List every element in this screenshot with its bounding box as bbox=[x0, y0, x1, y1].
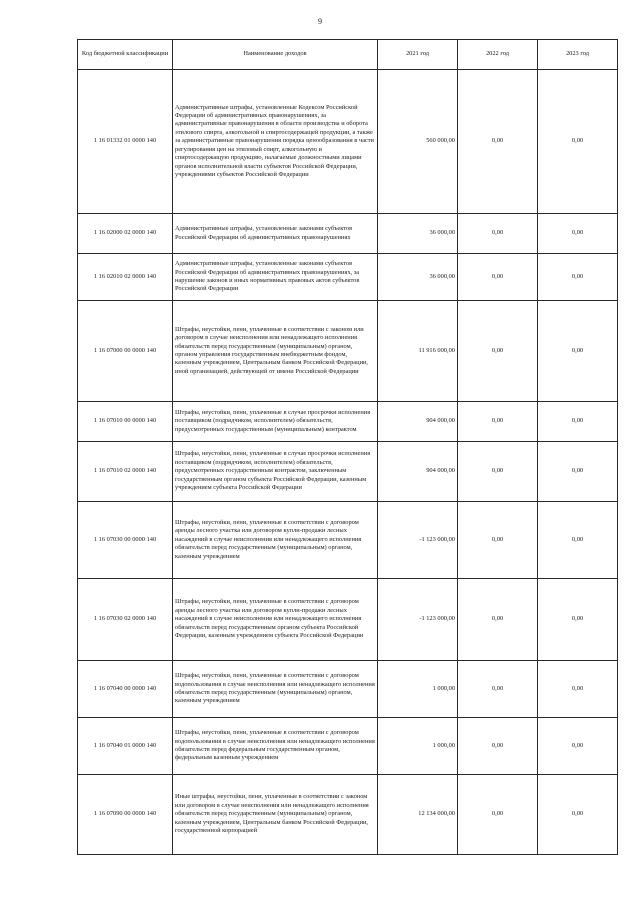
row-value-2022: 0,00 bbox=[458, 442, 538, 502]
table-row bbox=[78, 775, 618, 855]
row-value-2023: 0,00 bbox=[538, 301, 618, 402]
row-value-2022: 0,00 bbox=[458, 775, 538, 855]
row-value-2022: 0,00 bbox=[458, 661, 538, 718]
row-code: 1 16 07090 00 0000 140 bbox=[78, 775, 173, 855]
row-value-2021: 11 916 000,00 bbox=[378, 301, 458, 402]
table-header-row bbox=[78, 40, 618, 70]
row-code: 1 16 07010 02 0000 140 bbox=[78, 442, 173, 502]
row-code: 1 16 02010 02 0000 140 bbox=[78, 254, 173, 301]
row-value-2022: 0,00 bbox=[458, 502, 538, 579]
row-name: Административные штрафы, установленные законами субъектов Российской Федерации об административных правонарушениях bbox=[173, 214, 378, 254]
row-name: Штрафы, неустойки, пени, уплаченные в соответствии с договором аренды лесного участка или договором купли-продажи лесных насаждений в случае неисполнения или ненадлежащего исполнения обязательств перед государственным (муниципальным) органом, казенным учреждением bbox=[173, 502, 378, 579]
header-2022: 2022 год bbox=[458, 40, 538, 70]
row-code: 1 16 07040 00 0000 140 bbox=[78, 661, 173, 718]
header-name: Наименование доходов bbox=[173, 40, 378, 70]
row-value-2023: 0,00 bbox=[538, 402, 618, 442]
row-value-2023: 0,00 bbox=[538, 214, 618, 254]
row-value-2021: 1 000,00 bbox=[378, 661, 458, 718]
row-code: 1 16 02000 02 0000 140 bbox=[78, 214, 173, 254]
row-value-2023: 0,00 bbox=[538, 254, 618, 301]
row-value-2021: 1 000,00 bbox=[378, 718, 458, 775]
table-row bbox=[78, 442, 618, 502]
row-code: 1 16 07030 02 0000 140 bbox=[78, 579, 173, 661]
row-value-2023: 0,00 bbox=[538, 70, 618, 214]
row-name: Штрафы, неустойки, пени, уплаченные в соответствии с договором аренды лесного участка или договором купли-продажи лесных насаждений в случае неисполнения или ненадлежащего исполнения обязательств перед государственным органом субъекта Российской Федерации, казенным учреждением субъекта Российской Федерации bbox=[173, 579, 378, 661]
row-name: Штрафы, неустойки, пени, уплаченные в соответствии с договором водопользования в случае неисполнения или ненадлежащего исполнения обязательств перед государственным (муниципальным) органом, казенным учреждением bbox=[173, 661, 378, 718]
page-number: 9 bbox=[318, 17, 322, 26]
row-value-2021: 36 000,00 bbox=[378, 254, 458, 301]
row-name: Административные штрафы, установленные законами субъектов Российской Федерации об административных правонарушениях, за нарушение законов и иных нормативных правовых актов субъектов Российской Федерации bbox=[173, 254, 378, 301]
row-value-2022: 0,00 bbox=[458, 214, 538, 254]
row-value-2023: 0,00 bbox=[538, 661, 618, 718]
table-row bbox=[78, 214, 618, 254]
row-name: Штрафы, неустойки, пени, уплаченные в случае просрочки исполнения поставщиком (подрядчиком, исполнителем) обязательств, предусмотренных государственным контрактом, заключенным государственным органом субъекта Российской Федерации, казенным учреждением субъекта Российской Федерации bbox=[173, 442, 378, 502]
header-2021: 2021 год bbox=[378, 40, 458, 70]
row-value-2023: 0,00 bbox=[538, 718, 618, 775]
table-row bbox=[78, 718, 618, 775]
table-row bbox=[78, 502, 618, 579]
row-value-2022: 0,00 bbox=[458, 70, 538, 214]
row-value-2021: -1 123 000,00 bbox=[378, 502, 458, 579]
row-value-2022: 0,00 bbox=[458, 301, 538, 402]
table-row bbox=[78, 254, 618, 301]
row-value-2022: 0,00 bbox=[458, 718, 538, 775]
row-value-2023: 0,00 bbox=[538, 442, 618, 502]
row-name: Иные штрафы, неустойки, пени, уплаченные в соответствии с законом или договором в случае неисполнения или ненадлежащего исполнения обязательств перед государственным (муниципальным) органом, казенным учреждением, Центральным банком Российской Федерации, государственной корпорацией bbox=[173, 775, 378, 855]
row-name: Административные штрафы, установленные Кодексом Российской Федерации об административных правонарушениях, за административные правонарушения в области производства и оборота этилового спирта, алкогольной и спиртосодержащей продукции, а также за административные правонарушения порядка ценообразования в части регулирования цен на этиловый спирт, алкогольную и спиртосодержащую продукцию, налагаемые должностными лицами органов исполнительной власти субъектов Российской Федерации, учреждениями субъектов Российской Федерации bbox=[173, 70, 378, 214]
row-code: 1 16 01332 01 0000 140 bbox=[78, 70, 173, 214]
row-value-2023: 0,00 bbox=[538, 579, 618, 661]
row-value-2022: 0,00 bbox=[458, 402, 538, 442]
row-code: 1 16 07000 00 0000 140 bbox=[78, 301, 173, 402]
row-value-2021: -1 123 000,00 bbox=[378, 579, 458, 661]
row-code: 1 16 07010 00 0000 140 bbox=[78, 402, 173, 442]
row-value-2021: 560 000,00 bbox=[378, 70, 458, 214]
row-value-2023: 0,00 bbox=[538, 502, 618, 579]
row-value-2021: 904 000,00 bbox=[378, 402, 458, 442]
table-row bbox=[78, 579, 618, 661]
header-2023: 2023 год bbox=[538, 40, 618, 70]
table-row bbox=[78, 402, 618, 442]
row-name: Штрафы, неустойки, пени, уплаченные в случае просрочки исполнения поставщиком (подрядчиком, исполнителем) обязательств, предусмотренных государственным (муниципальным) контрактом bbox=[173, 402, 378, 442]
row-code: 1 16 07030 00 0000 140 bbox=[78, 502, 173, 579]
row-value-2021: 904 000,00 bbox=[378, 442, 458, 502]
row-name: Штрафы, неустойки, пени, уплаченные в соответствии с договором водопользования в случае неисполнения или ненадлежащего исполнения обязательств перед федеральным государственным органом, федеральным казенным учреждением bbox=[173, 718, 378, 775]
row-code: 1 16 07040 01 0000 140 bbox=[78, 718, 173, 775]
table-body bbox=[78, 70, 618, 855]
row-value-2022: 0,00 bbox=[458, 254, 538, 301]
table-row bbox=[78, 301, 618, 402]
row-value-2023: 0,00 bbox=[538, 775, 618, 855]
header-code: Код бюджетной классификации bbox=[78, 40, 173, 70]
row-value-2021: 36 000,00 bbox=[378, 214, 458, 254]
budget-revenue-table bbox=[77, 39, 618, 855]
table-row bbox=[78, 70, 618, 214]
table-row bbox=[78, 661, 618, 718]
row-value-2022: 0,00 bbox=[458, 579, 538, 661]
row-value-2021: 12 134 000,00 bbox=[378, 775, 458, 855]
row-name: Штрафы, неустойки, пени, уплаченные в соответствии с законом или договором в случае неисполнения или ненадлежащего исполнения обязательств перед государственным (муниципальным) органом, органом управления государственным внебюджетным фондом, казенным учреждением, Центральным банком Российской Федерации, иной организацией, действующей от имени Российской Федерации bbox=[173, 301, 378, 402]
